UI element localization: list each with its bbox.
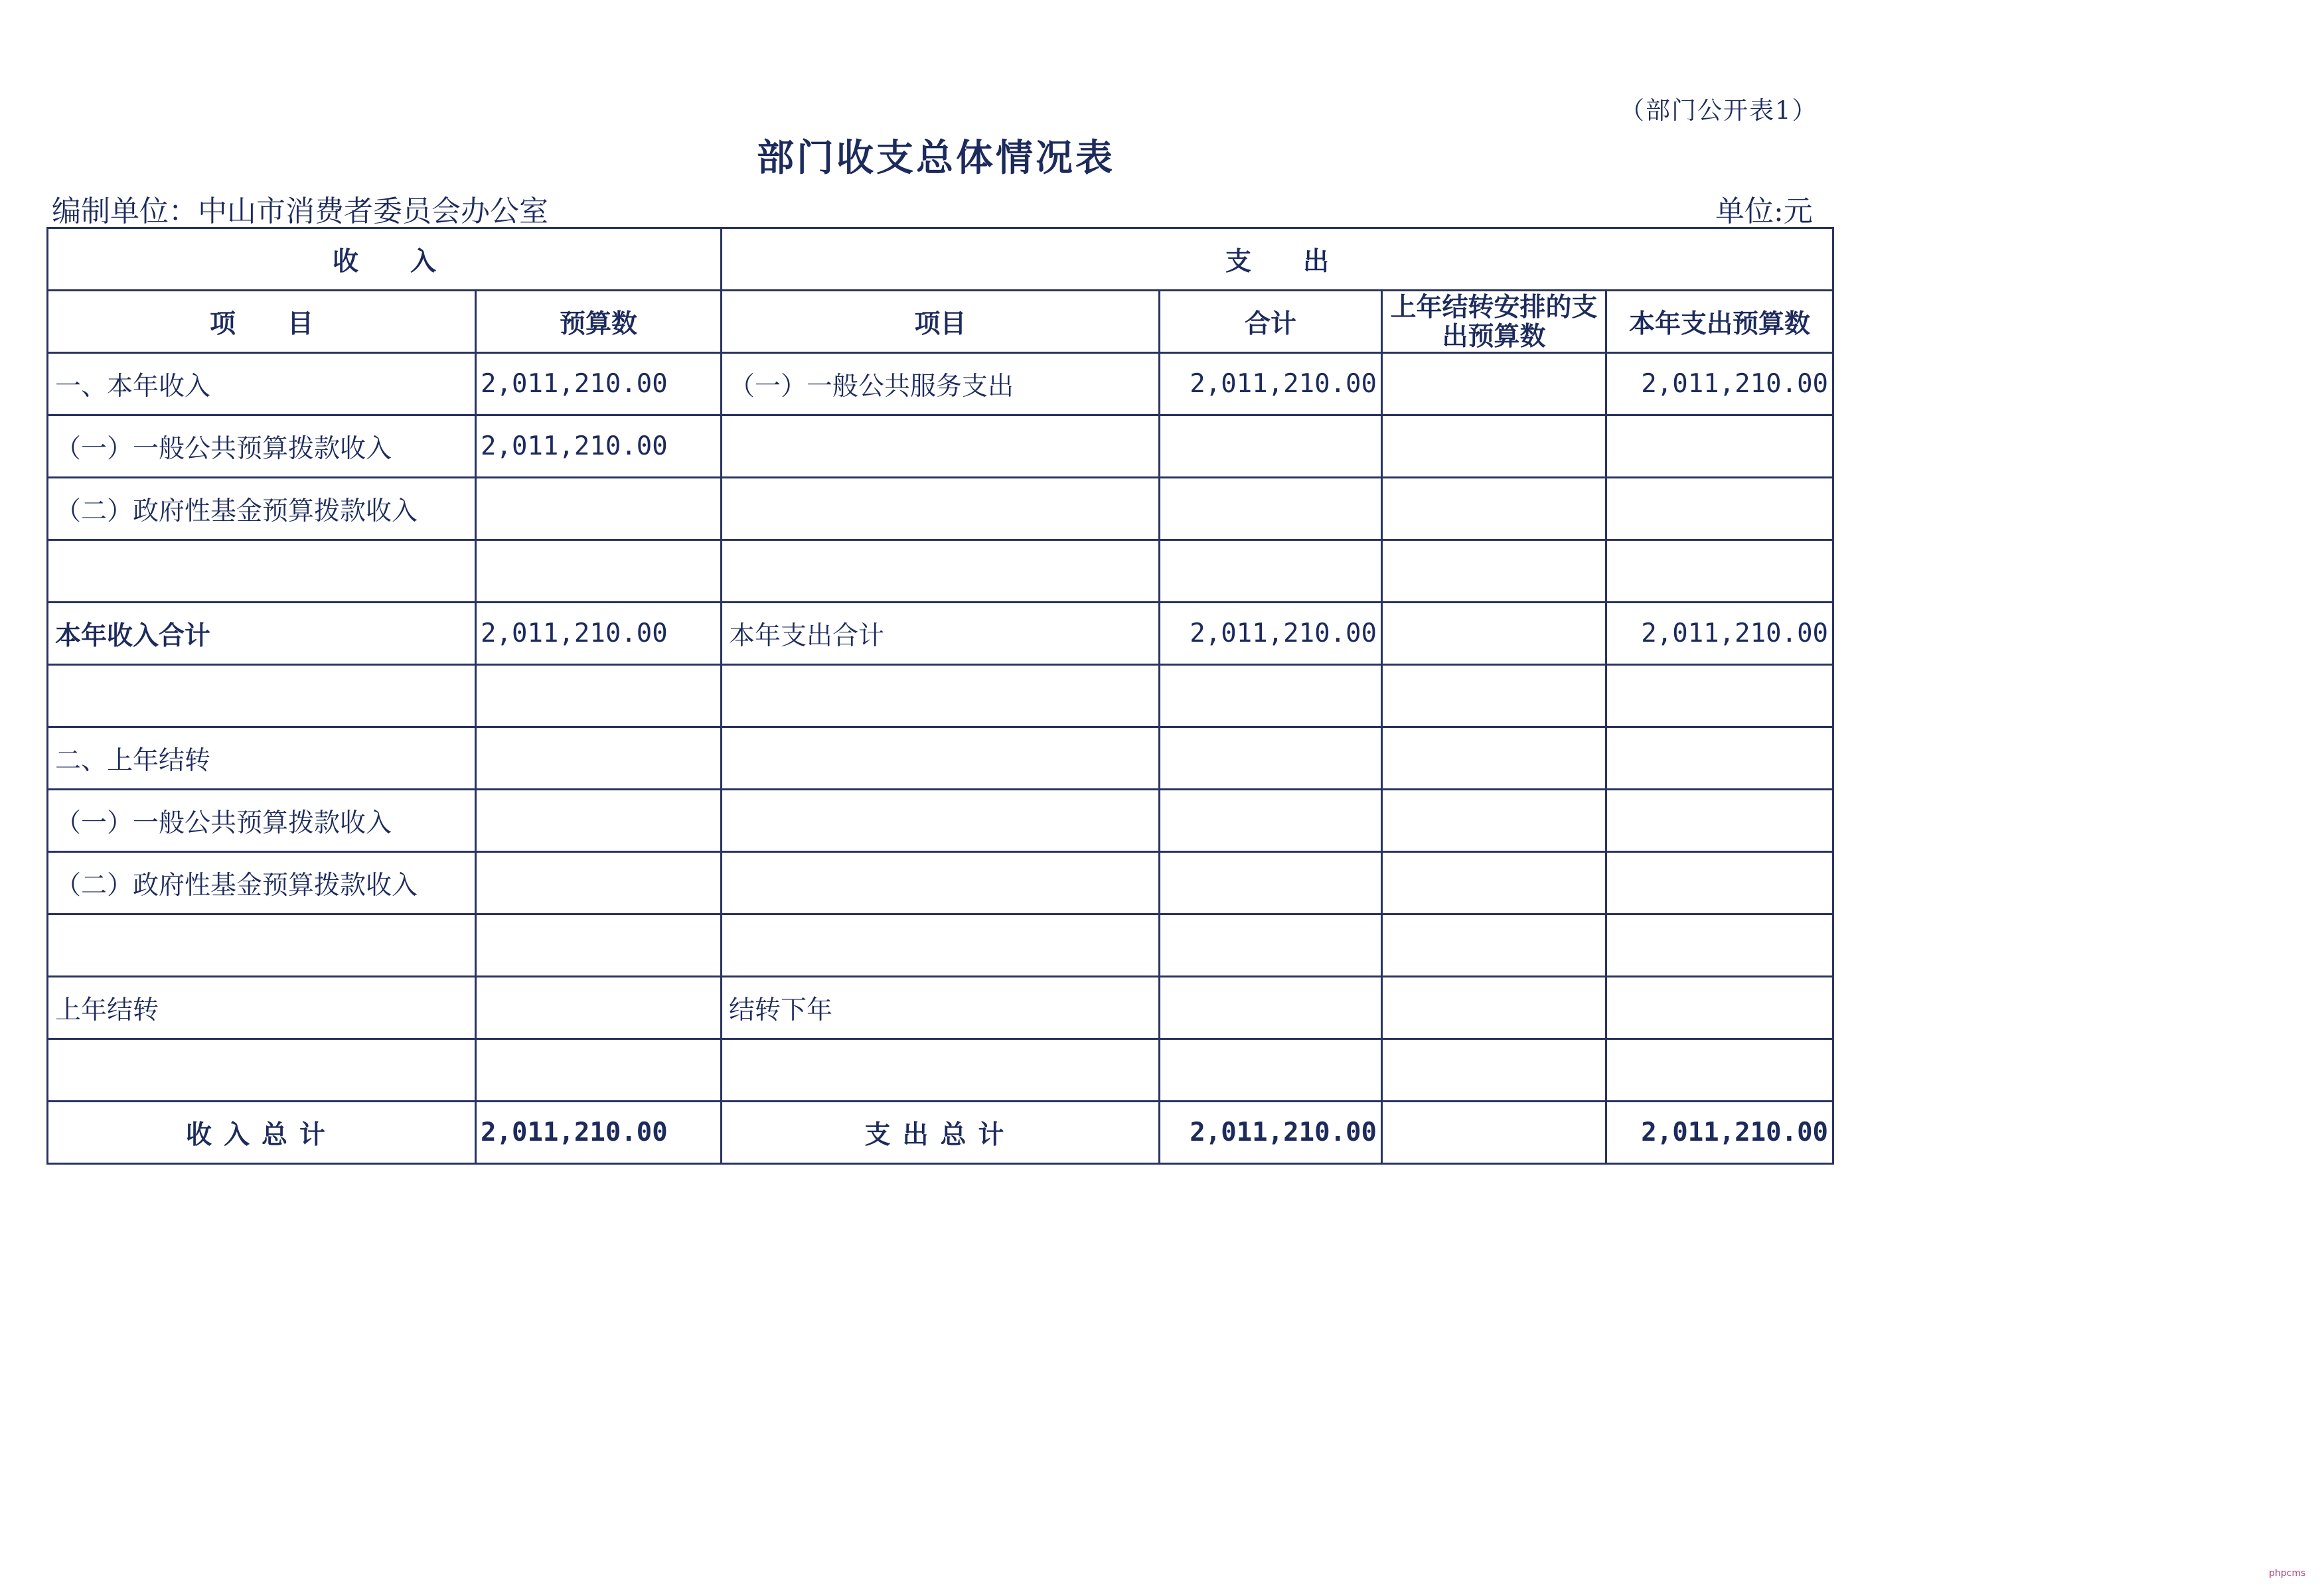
income-value-cell: 2,011,210.00 (476, 353, 722, 415)
expense-carry-cell (1382, 415, 1606, 478)
currency-unit: 单位:元 (1715, 194, 1813, 228)
expense-total-label: 支出总计 (722, 1102, 1160, 1164)
expense-total-sum: 2,011,210.00 (1160, 1102, 1382, 1164)
table-row (48, 603, 1833, 665)
income-label-cell (48, 540, 476, 603)
table-row (48, 914, 1833, 977)
expense-label-cell: （一）一般公共服务支出 (722, 353, 1160, 415)
income-label-cell: 本年收入合计 (48, 603, 476, 665)
table-row (48, 540, 1833, 603)
expense-carry-cell (1382, 914, 1606, 977)
totals-row (48, 1102, 1833, 1164)
expense-label-cell: 本年支出合计 (722, 603, 1160, 665)
income-value-cell (476, 540, 722, 603)
table-row (48, 478, 1833, 540)
expense-year-cell (1606, 540, 1833, 603)
expense-label-cell (722, 415, 1160, 478)
header-income-budget: 预算数 (476, 291, 722, 353)
table-row (48, 790, 1833, 852)
income-value-cell (476, 790, 722, 852)
income-label-cell: （一）一般公共预算拨款收入 (48, 790, 476, 852)
income-value-cell (476, 478, 722, 540)
income-value-cell (476, 1039, 722, 1102)
expense-total-cell (1160, 852, 1382, 914)
income-label-cell: （二）政府性基金预算拨款收入 (48, 852, 476, 914)
expense-total-carry (1382, 1102, 1606, 1164)
expense-year-cell (1606, 852, 1833, 914)
header-expense-total: 合计 (1160, 291, 1382, 353)
income-label-cell (48, 1039, 476, 1102)
expense-carry-cell (1382, 603, 1606, 665)
expense-year-cell (1606, 478, 1833, 540)
header-income: 收 入 (48, 228, 722, 291)
expense-carry-cell (1382, 665, 1606, 727)
expense-label-cell (722, 478, 1160, 540)
compiling-unit: 编制单位：中山市消费者委员会办公室 (52, 194, 548, 228)
table-row (48, 852, 1833, 914)
header-row-group (48, 228, 1833, 291)
income-value-cell (476, 977, 722, 1039)
income-value-cell (476, 852, 722, 914)
expense-label-cell: 结转下年 (722, 977, 1160, 1039)
expense-total-cell (1160, 790, 1382, 852)
expense-label-cell (722, 914, 1160, 977)
expense-total-cell (1160, 977, 1382, 1039)
income-value-cell: 2,011,210.00 (476, 415, 722, 478)
header-expense-item: 项目 (722, 291, 1160, 353)
income-value-cell (476, 914, 722, 977)
expense-year-cell: 2,011,210.00 (1606, 603, 1833, 665)
expense-total-cell (1160, 1039, 1382, 1102)
expense-carry-cell (1382, 852, 1606, 914)
income-value-cell (476, 665, 722, 727)
header-expense: 支 出 (722, 228, 1833, 291)
income-label-cell (48, 665, 476, 727)
expense-label-cell (722, 790, 1160, 852)
income-value-cell: 2,011,210.00 (476, 603, 722, 665)
table-row (48, 665, 1833, 727)
watermark: phpcms (2269, 1568, 2306, 1579)
expense-label-cell (722, 1039, 1160, 1102)
expense-carry-cell (1382, 478, 1606, 540)
expense-label-cell (722, 540, 1160, 603)
expense-carry-cell (1382, 540, 1606, 603)
table-row (48, 1039, 1833, 1102)
expense-carry-cell (1382, 977, 1606, 1039)
expense-carry-cell (1382, 790, 1606, 852)
table-row (48, 353, 1833, 415)
expense-total-cell (1160, 415, 1382, 478)
header-income-item: 项 目 (48, 291, 476, 353)
table-row (48, 977, 1833, 1039)
expense-total-cell (1160, 478, 1382, 540)
income-label-cell: （一）一般公共预算拨款收入 (48, 415, 476, 478)
income-label-cell (48, 914, 476, 977)
expense-label-cell (722, 665, 1160, 727)
expense-total-cell: 2,011,210.00 (1160, 353, 1382, 415)
expense-total-cell (1160, 665, 1382, 727)
expense-year-cell (1606, 1039, 1833, 1102)
expense-year-cell: 2,011,210.00 (1606, 353, 1833, 415)
expense-total-cell (1160, 914, 1382, 977)
header-row-columns (48, 291, 1833, 353)
expense-label-cell (722, 852, 1160, 914)
table-row (48, 415, 1833, 478)
expense-total-cell: 2,011,210.00 (1160, 603, 1382, 665)
income-value-cell (476, 727, 722, 790)
expense-year-cell (1606, 790, 1833, 852)
income-total-value: 2,011,210.00 (476, 1102, 722, 1164)
header-expense-carry: 上年结转安排的支出预算数 (1382, 291, 1606, 353)
budget-table (46, 227, 1834, 1165)
page-title: 部门收支总体情况表 (757, 136, 1115, 180)
form-code: （部门公开表1） (1620, 96, 1818, 125)
expense-carry-cell (1382, 1039, 1606, 1102)
income-total-label: 收入总计 (48, 1102, 476, 1164)
expense-year-cell (1606, 977, 1833, 1039)
expense-carry-cell (1382, 727, 1606, 790)
expense-total-year: 2,011,210.00 (1606, 1102, 1833, 1164)
expense-label-cell (722, 727, 1160, 790)
table-row (48, 727, 1833, 790)
income-label-cell: 一、本年收入 (48, 353, 476, 415)
expense-year-cell (1606, 727, 1833, 790)
income-label-cell: 二、上年结转 (48, 727, 476, 790)
expense-year-cell (1606, 914, 1833, 977)
income-label-cell: （二）政府性基金预算拨款收入 (48, 478, 476, 540)
expense-year-cell (1606, 665, 1833, 727)
header-expense-year: 本年支出预算数 (1606, 291, 1833, 353)
expense-total-cell (1160, 540, 1382, 603)
expense-year-cell (1606, 415, 1833, 478)
expense-total-cell (1160, 727, 1382, 790)
income-label-cell: 上年结转 (48, 977, 476, 1039)
expense-carry-cell (1382, 353, 1606, 415)
